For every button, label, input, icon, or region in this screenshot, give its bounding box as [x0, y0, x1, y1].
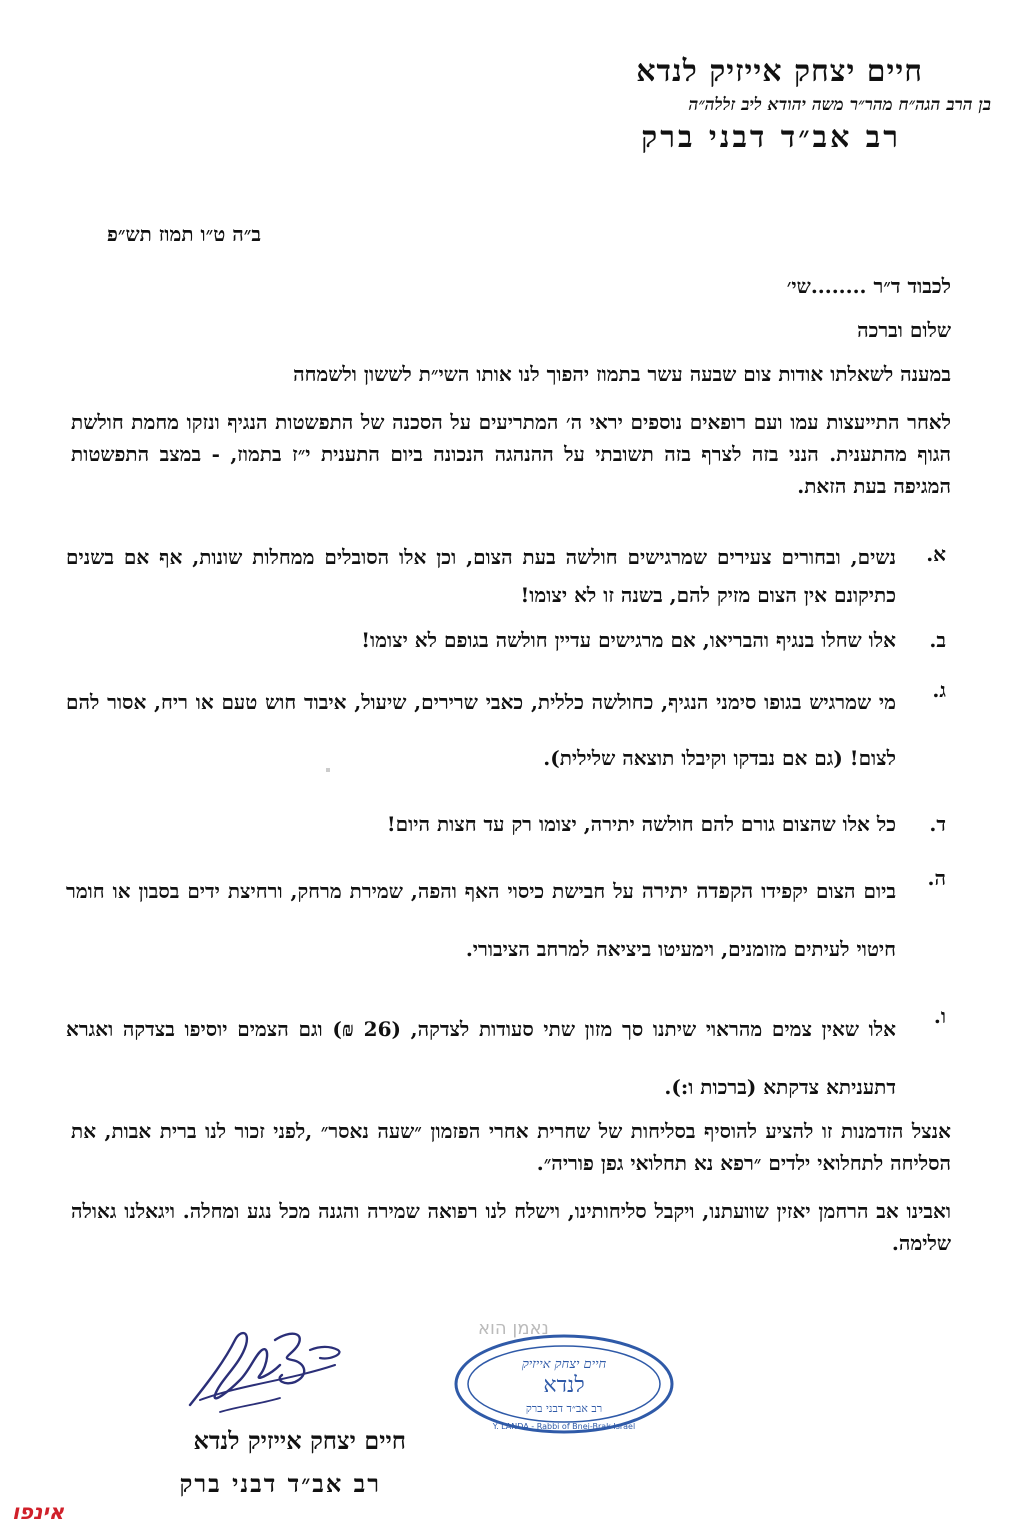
item-letter: ה.	[927, 866, 946, 890]
item-text-emphasis: הקפדה יתירה	[641, 878, 754, 903]
list-item	[66, 808, 946, 840]
list-item	[66, 538, 946, 614]
main-paragraph: לאחר התייעצות עמו ועם רופאים נוספים יראי ה׳ המתריעים על הסכנה של התפשטות הנגיף ונזקו מחמת חולשת הגוף מהתענית. הנני בזה לצרף בזה תשובתי על ההנהגה הנכונה ביום התענית י״ז בתמוז, - במצב התפשטות המגיפה בעת הזאת.	[71, 410, 951, 498]
stamp-line-3: רב אב״ד דבני ברק	[525, 1402, 603, 1415]
rabbi-stamp	[452, 1328, 677, 1436]
guidance-list	[66, 538, 946, 1116]
item-letter: ג.	[932, 678, 946, 702]
list-item	[66, 624, 946, 656]
intro-paragraph: במענה לשאלתו אודות צום שבעה עשר בתמוז יהפוך לנו אותו השי״ת לששון ולשמחה	[293, 362, 951, 386]
item-text: כל אלו שהצום גורם להם חולשה יתירה, יצומו רק עד חצות היום!	[386, 812, 896, 836]
item-text: אלו שאין צמים מהראוי שיתנו סך מזון שתי סעודות לצדקה, (26 ₪) וגם הצמים יוסיפו בצדקה ואגרא דתעניתא צדקתא (ברכות ו:).	[66, 1017, 896, 1099]
item-text	[66, 862, 896, 978]
scan-speck	[326, 768, 330, 772]
salutation: שלום וברכה	[857, 318, 951, 342]
item-text-after: על חבישת כיסוי האף והפה, שמירת מרחק, ורחיצת ידים בסבון או חומר חיטוי לעיתים מזומנים, וימעיטו ביציאה למרחב הציבורי.	[66, 879, 896, 961]
letter-body	[71, 270, 951, 502]
handwritten-signature	[180, 1320, 360, 1420]
item-letter: ב.	[929, 628, 946, 652]
letter-date: ב״ה ט״ו תמוז תש״פ	[106, 222, 261, 246]
stamp-ring-text: Y. LANDA - Rabbi of Bnei-Brak Israel	[492, 1422, 636, 1431]
stamp-line-2: לנדא	[543, 1373, 585, 1398]
item-text: אלו שחלו בנגיף והבריאו, אם מרגישים עדיין חולשה בגופם לא יצומו!	[361, 628, 896, 652]
letterhead-name: חיים יצחק אייזיק לנדא	[636, 54, 923, 89]
recipient-line: לכבוד ד״ר ........שי׳	[786, 274, 951, 298]
watermark-logo: אינפו	[12, 1500, 65, 1524]
stamp-line-1: חיים יצחק אייזיק	[521, 1357, 607, 1372]
item-text: נשים, ובחורים צעירים שמרגישים חולשה בעת הצום, וכן אלו הסובלים ממחלות שונות, אף אם בשנים כתיקונם אין הצום מזיק להם, בשנה זו לא יצומו!	[66, 545, 896, 607]
item-letter: א.	[926, 542, 946, 566]
signature-name: חיים יצחק אייזיק לנדא	[193, 1426, 406, 1455]
list-item	[66, 1000, 946, 1116]
closing-section	[71, 1115, 951, 1259]
item-text: מי שמרגיש בגופו סימני הנגיף, כחולשה כללית, כאבי שרירים, שיעול, איבוד חוש טעם או ריח, אסור להם לצום! (גם אם נבדקו וקיבלו תוצאה שלילית).	[66, 690, 896, 770]
list-item	[66, 862, 946, 978]
letterhead-title: רב אב״ד דבני ברק	[641, 120, 901, 155]
item-letter: ו.	[933, 1004, 946, 1028]
letterhead	[393, 52, 991, 158]
list-item	[66, 674, 946, 786]
signature-title: רב אב״ד דבני ברק	[179, 1469, 381, 1498]
letterhead-lineage: בן הרב הגה״ח מהר״ר משה יהודא ליב זללה״ה	[688, 95, 991, 115]
item-letter: ד.	[929, 812, 946, 836]
stamp-top-text: נאמן הוא	[478, 1318, 549, 1339]
closing-paragraph-2: ואבינו אב הרחמן יאזין שוועתנו, ויקבל סליחותינו, וישלח לנו רפואה שמירה והגנה מכל נגע ומחלה. ויגאלנו גאולה שלימה.	[71, 1199, 951, 1255]
closing-paragraph-1: אנצל הזדמנות זו להציע להוסיף בסליחות של שחרית אחרי הפזמון ״שעה נאסר״ ,לפני זכור לנו ברית אבות, את הסליחה לתחלואי ילדים ״רפא נא תחלואי גפן פוריה״.	[71, 1119, 951, 1175]
item-text-before: ביום הצום יקפידו	[753, 879, 896, 903]
